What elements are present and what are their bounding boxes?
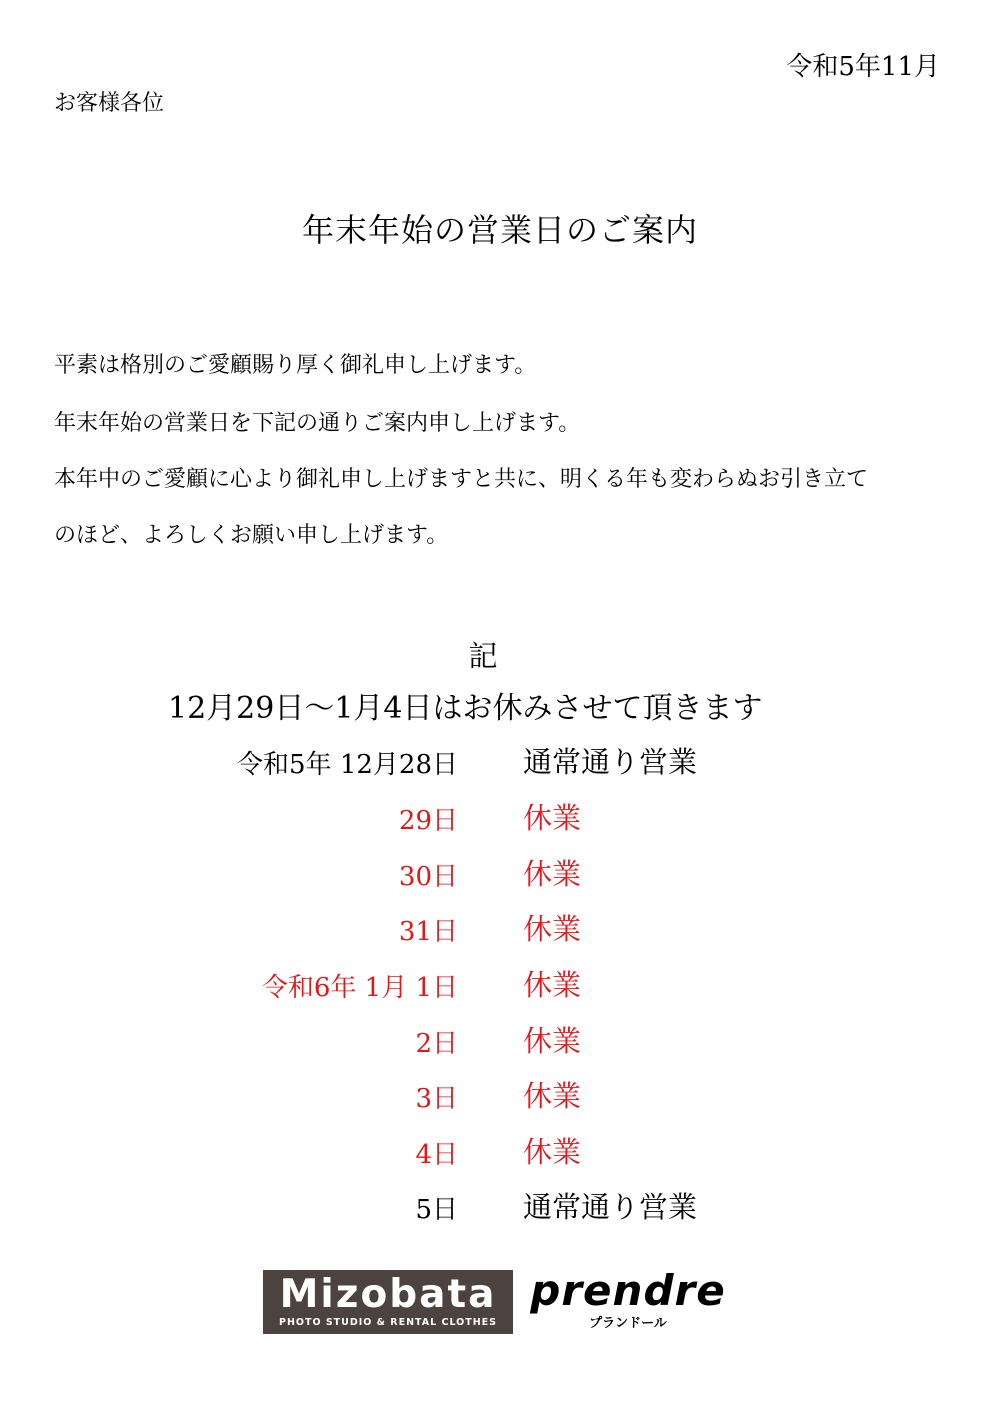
page-title: 年末年始の営業日のご案内 <box>301 211 698 249</box>
body-paragraph-line: のほど、よろしくお願い申し上げます。 <box>54 523 449 548</box>
body-paragraph-line: 平素は格別のご愛顧賜り厚く御礼申し上げます。 <box>54 353 537 378</box>
schedule-status: 休業 <box>523 1135 582 1169</box>
schedule-status: 通常通り営業 <box>523 745 698 779</box>
prendre-logo-subtitle: プランドール <box>589 1316 667 1331</box>
schedule-date: 29日 <box>398 806 458 836</box>
schedule-date: 4日 <box>415 1140 458 1170</box>
schedule-date: 令和5年 12月28日 <box>237 750 458 780</box>
schedule-status: 休業 <box>523 801 582 835</box>
schedule-status: 休業 <box>523 912 582 946</box>
schedule-date: 5日 <box>415 1195 458 1225</box>
addressee: お客様各位 <box>54 91 165 116</box>
schedule-status: 休業 <box>523 968 582 1002</box>
schedule-date: 2日 <box>415 1029 458 1059</box>
document-date: 令和5年11月 <box>786 52 940 82</box>
schedule-date: 31日 <box>398 917 458 947</box>
closed-period-summary: 12月29日～1月4日はお休みさせて頂きます <box>168 691 763 726</box>
mizobata-logo <box>263 1270 513 1334</box>
notice-heading: 記 <box>468 639 498 673</box>
body-paragraph-line: 本年中のご愛顧に心より御礼申し上げますと共に、明くる年も変わらぬお引き立て <box>54 467 869 492</box>
schedule-date: 3日 <box>415 1084 458 1114</box>
prendre-logo-name: prendre <box>530 1266 726 1315</box>
schedule-status: 休業 <box>523 1079 582 1113</box>
schedule-status: 休業 <box>523 857 582 891</box>
body-paragraph-line: 年末年始の営業日を下記の通りご案内申し上げます。 <box>54 411 581 436</box>
prendre-logo <box>528 1266 728 1332</box>
schedule-date: 30日 <box>398 862 458 892</box>
mizobata-logo-subtitle: PHOTO STUDIO & RENTAL CLOTHES <box>278 1317 498 1328</box>
schedule-date: 令和6年 1月 1日 <box>261 973 458 1003</box>
schedule-status: 休業 <box>523 1024 582 1058</box>
schedule-status: 通常通り営業 <box>523 1190 698 1224</box>
mizobata-logo-name: Mizobata <box>279 1272 497 1317</box>
